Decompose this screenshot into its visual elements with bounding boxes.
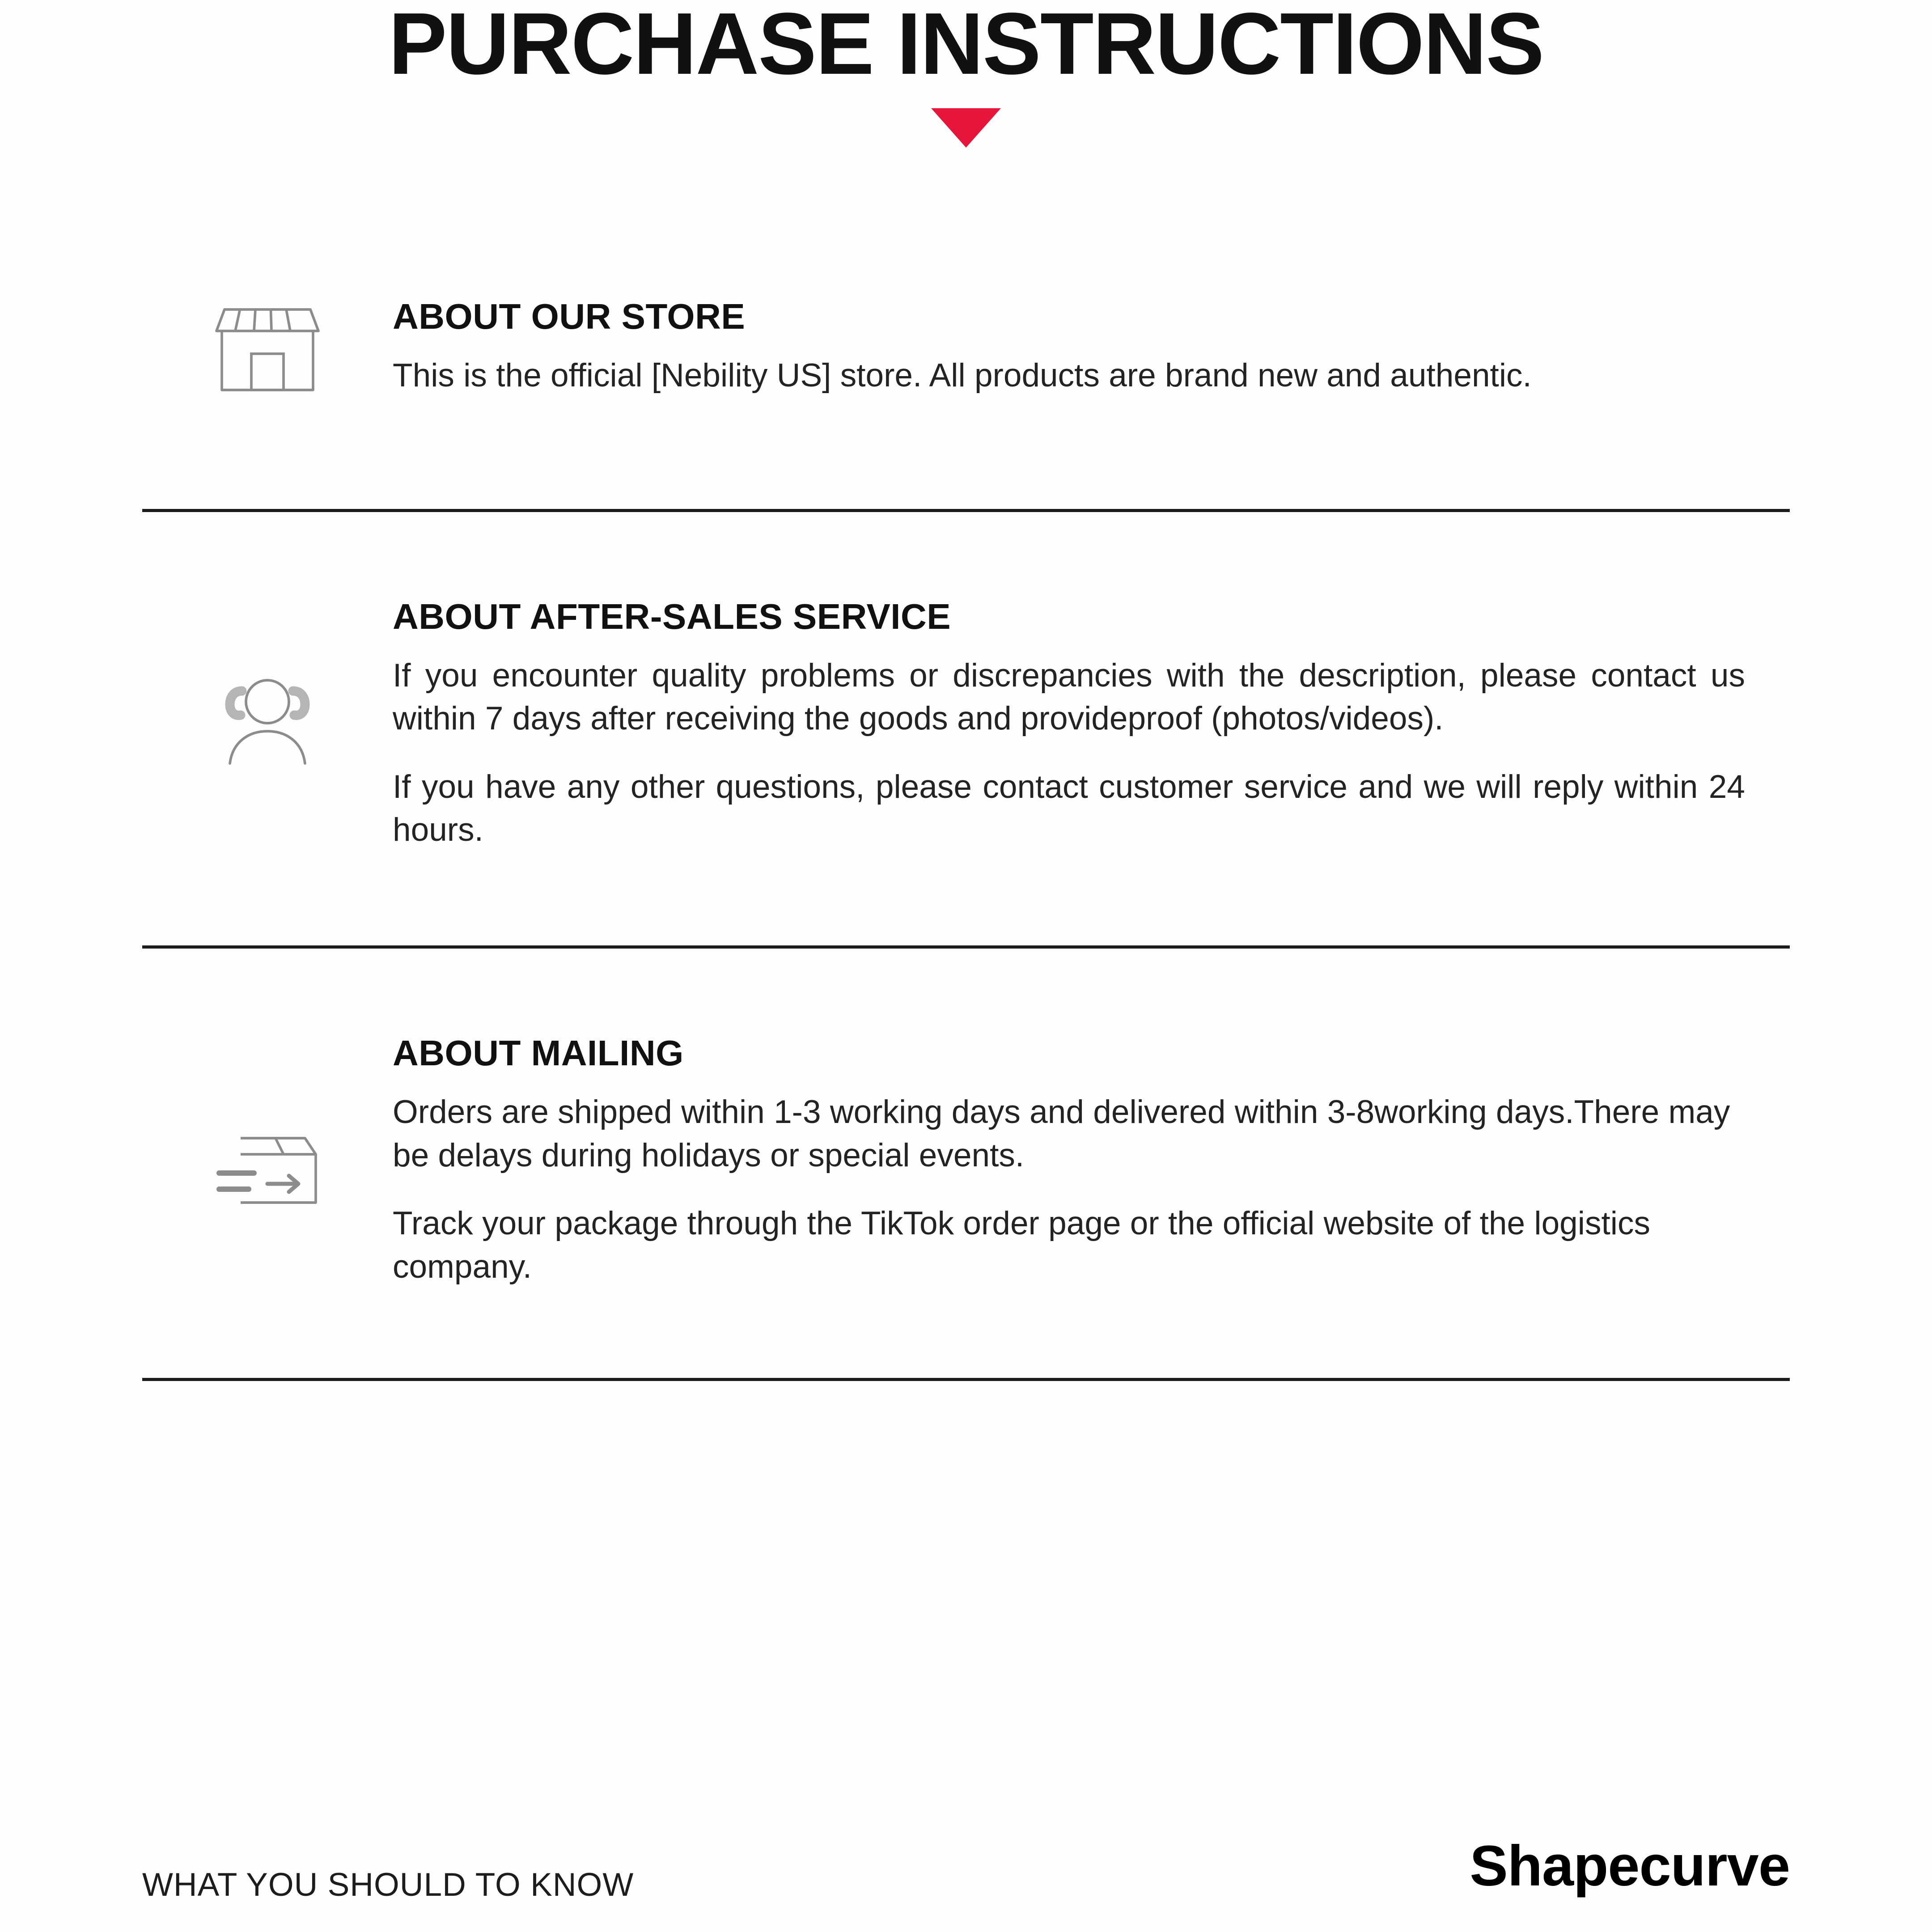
store-text [393, 297, 1790, 397]
spacer [142, 949, 1790, 1034]
divider-3-wrap [0, 1378, 1932, 1381]
section-about-our-store [142, 280, 1790, 414]
page-footer [0, 1784, 1932, 1932]
divider [142, 509, 1790, 512]
sections-container-3 [0, 949, 1932, 1377]
section-title: ABOUT MAILING [393, 1033, 684, 1073]
section-paragraph: This is the official [Nebility US] store. All products are brand new and authentic. [393, 357, 1532, 394]
triangle-down-icon [931, 108, 1001, 148]
section-about-mailing [142, 1034, 1790, 1288]
divider-1-wrap [0, 509, 1932, 512]
sections-container [0, 280, 1932, 509]
brand-logo-text: Shapecurve [1470, 1834, 1790, 1898]
divider [142, 945, 1790, 949]
spacer [142, 414, 1790, 509]
section-title: ABOUT OUR STORE [393, 296, 746, 336]
spacer [142, 512, 1790, 597]
spacer [142, 1288, 1790, 1378]
page-header [0, 0, 1932, 148]
divider-2-wrap [0, 945, 1932, 949]
customer-support-icon [142, 597, 393, 785]
section-paragraph: If you have any other questions, please contact customer service and we will reply within 24 hours. [393, 768, 1745, 848]
package-shipping-icon [142, 1034, 393, 1235]
section-paragraph: Orders are shipped within 1-3 working days and delivered within 3-8working days.There may be delays during holidays or special events. [393, 1094, 1730, 1174]
storefront-icon [142, 280, 393, 414]
page-title: PURCHASE INSTRUCTIONS [388, 0, 1544, 93]
footer-note: WHAT YOU SHOULD TO KNOW [142, 1867, 634, 1903]
sections-container-2 [0, 512, 1932, 945]
mailing-text [393, 1034, 1790, 1288]
section-about-after-sales-service [142, 597, 1790, 852]
section-paragraph: Track your package through the TikTok order page or the official website of the logistics company. [393, 1205, 1650, 1285]
section-title: ABOUT AFTER-SALES SERVICE [393, 597, 951, 636]
triangle-down-icon-wrap [0, 108, 1932, 148]
divider [142, 1378, 1790, 1381]
after-sales-text [393, 597, 1790, 852]
section-paragraph: If you encounter quality problems or discrepancies with the description, please contact us within 7 days after receiving the goods and provideproof (photos/videos). [393, 657, 1745, 737]
spacer [142, 852, 1790, 945]
